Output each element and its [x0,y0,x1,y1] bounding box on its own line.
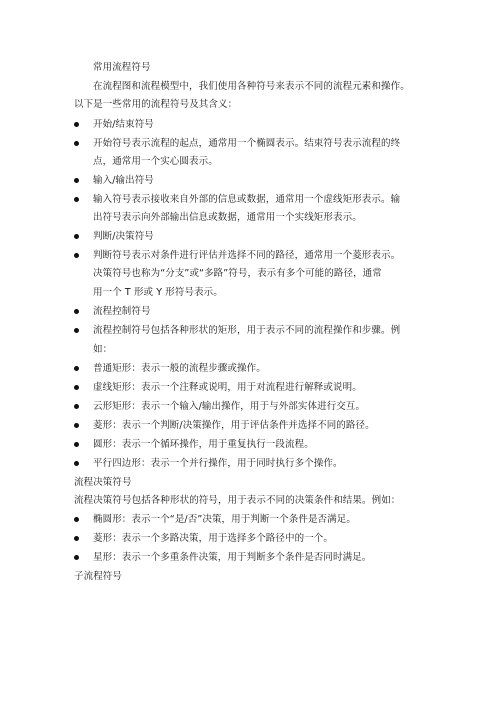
bullet-icon [74,385,79,390]
list-item: 输入符号表示接收来自外部的信息或数据，通常用一个虚线矩形表示。输 [93,194,401,205]
list-item: 开始/结束符号 [93,119,154,130]
bullet-icon [74,555,79,560]
bullet-icon [74,253,79,258]
list-item: 圆形：表示一个循环操作，用于重复执行一段流程。 [93,439,314,450]
list-item: 菱形：表示一个多路决策，用于选择多个路径中的一个。 [93,533,334,544]
bullet-icon [74,423,79,428]
section-intro: 流程决策符号包括各种形状的符号，用于表示不同的决策条件和结果。例如： [74,495,401,506]
bullet-icon [74,178,79,183]
section-heading: 流程决策符号 [74,477,132,488]
bullet-icon [74,141,79,146]
bullet-icon [74,536,79,541]
list-item: 输入/输出符号 [93,175,154,186]
list-item: 普通矩形：表示一般的流程步骤或操作。 [93,363,266,374]
list-item: 流程控制符号包括各种形状的矩形，用于表示不同的流程操作和步骤。例 [93,325,401,336]
bullet-icon [74,517,79,522]
bullet-icon [74,366,79,371]
list-item: 流程控制符号 [93,306,151,317]
bullet-icon [74,122,79,127]
list-item-continued: 点，通常用一个实心圆表示。 [93,156,218,167]
list-item: 判断符号表示对条件进行评估并选择不同的路径，通常用一个菱形表示。 [93,250,401,261]
list-item: 菱形：表示一个判断/决策操作，用于评估条件并选择不同的路径。 [93,420,375,431]
list-item-continued: 出符号表示向外部输出信息或数据，通常用一个实线矩形表示。 [93,212,362,223]
list-item: 开始符号表示流程的起点，通常用一个椭圆表示。结束符号表示流程的终 [93,138,401,149]
list-item-continued: 用一个 T 形或 Y 形符号表示。 [93,287,223,298]
list-item-continued: 如： [93,344,113,355]
list-item: 星形：表示一个多重条件决策，用于判断多个条件是否同时满足。 [93,552,372,563]
list-item: 判断/决策符号 [93,231,154,242]
bullet-icon [74,461,79,466]
list-item-continued: 决策符号也称为“分支”或“多路”符号，表示有多个可能的路径，通常 [93,268,382,279]
intro-line-1: 在流程图和流程模型中，我们使用各种符号来表示不同的流程元素和操作。 [93,81,410,92]
list-item: 平行四边形：表示一个并行操作，用于同时执行多个操作。 [93,458,343,469]
list-item: 云形矩形：表示一个输入/输出操作，用于与外部实体进行交互。 [93,401,366,412]
bullet-icon [74,328,79,333]
bullet-icon [74,309,79,314]
bullet-icon [74,442,79,447]
bullet-icon [74,404,79,409]
bullet-icon [74,197,79,202]
doc-title: 常用流程符号 [93,62,151,73]
intro-line-2: 以下是一些常用的流程符号及其含义： [74,99,238,110]
section-heading: 子流程符号 [74,571,123,582]
list-item: 椭圆形：表示一个“是/否”决策，用于判断一个条件是否满足。 [93,514,356,525]
list-item: 虚线矩形：表示一个注释或说明，用于对流程进行解释或说明。 [93,382,362,393]
bullet-icon [74,234,79,239]
